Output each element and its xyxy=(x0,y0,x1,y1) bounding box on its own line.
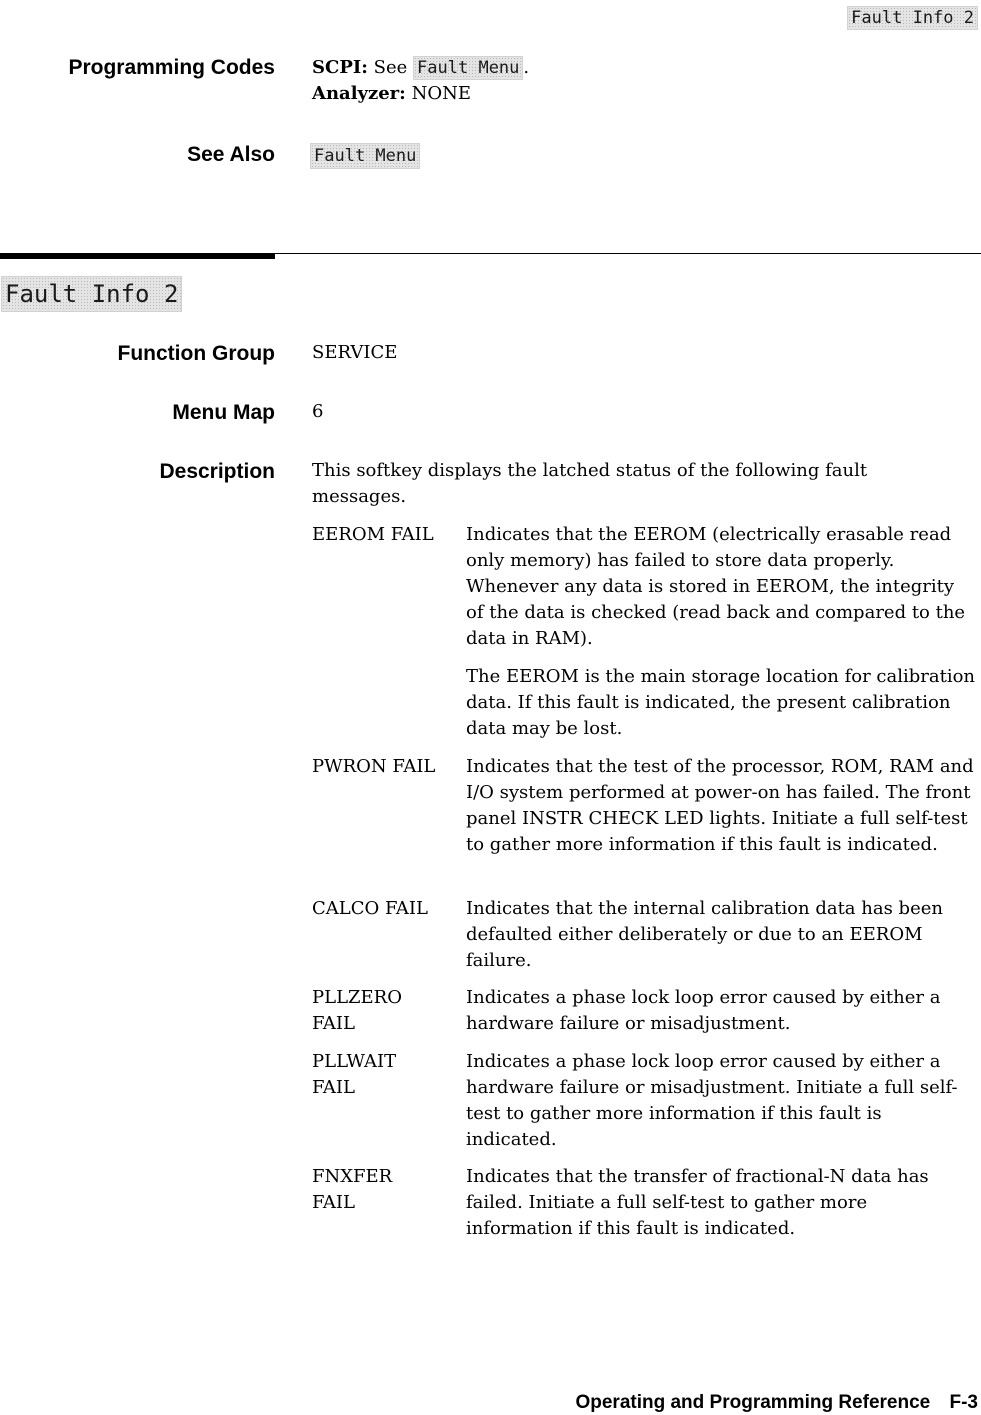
function-group-value: SERVICE xyxy=(312,342,398,363)
menu-map-heading: Menu Map xyxy=(172,401,275,424)
footer-page-number: F-3 xyxy=(949,1392,978,1413)
fault-desc-pllzero: Indicates a phase lock loop error caused by either a hardware failure or misadjustment. xyxy=(466,987,941,1034)
scpi-label: SCPI: xyxy=(312,57,368,78)
page-footer xyxy=(575,1392,978,1414)
footer-book-title: Operating and Programming Reference xyxy=(575,1392,931,1413)
programming-codes-heading: Programming Codes xyxy=(68,56,275,79)
description-heading: Description xyxy=(159,460,275,483)
analyzer-label: Analyzer: xyxy=(312,83,406,104)
fault-desc-pwron: Indicates that the test of the processor, ROM, RAM and I/O system performed at power-on has failed. The front panel INSTR CHECK LED lights. Initiate a full self-test to gather more information if this fault is indicated. xyxy=(466,756,974,855)
scpi-see-text: See xyxy=(373,57,408,78)
section-title-softkey: Fault Info 2 xyxy=(1,276,182,312)
header-softkey-fault-info-2: Fault Info 2 xyxy=(847,6,978,30)
fault-term-pllzero: PLLZERO FAIL xyxy=(312,987,402,1034)
function-group-heading: Function Group xyxy=(117,342,275,365)
fault-term-calco: CALCO FAIL xyxy=(312,898,428,919)
fault-term-pwron: PWRON FAIL xyxy=(312,756,436,777)
fault-term-eerom: EEROM FAIL xyxy=(312,524,434,545)
fault-term-fnxfer: FNXFER FAIL xyxy=(312,1166,393,1213)
scpi-fault-menu-softkey: Fault Menu xyxy=(413,56,523,80)
analyzer-value: NONE xyxy=(411,83,471,104)
fault-desc-pllwait: Indicates a phase lock loop error caused by either a hardware failure or misadjustment. Initiate a full self-test to gather more information if this fault is indicated. xyxy=(466,1051,958,1150)
fault-desc-eerom-p1: Indicates that the EEROM (electrically erasable read only memory) has failed to store data properly. Whenever any data is stored in EEROM, the integrity of the data is checked (read back and compared to the data in RAM). xyxy=(466,524,966,649)
fault-desc-eerom-p2: The EEROM is the main storage location for calibration data. If this fault is indicated, the present calibration data may be lost. xyxy=(466,666,976,739)
fault-desc-calco: Indicates that the internal calibration data has been defaulted either deliberately or due to an EEROM failure. xyxy=(466,898,943,971)
menu-map-value: 6 xyxy=(312,401,324,422)
analyzer-line xyxy=(312,81,471,107)
scpi-line xyxy=(312,55,529,81)
section-divider-thick xyxy=(0,253,275,259)
fault-term-pllwait: PLLWAIT FAIL xyxy=(312,1051,397,1098)
description-intro: This softkey displays the latched status of the following fault messages. xyxy=(312,460,868,507)
section-divider-thin xyxy=(275,253,981,254)
see-also-heading: See Also xyxy=(187,143,275,166)
scpi-period: . xyxy=(523,57,530,78)
fault-desc-fnxfer: Indicates that the transfer of fractional-N data has failed. Initiate a full self-test to gather more information if this fault is indicated. xyxy=(466,1166,929,1239)
see-also-fault-menu-softkey: Fault Menu xyxy=(310,143,420,169)
